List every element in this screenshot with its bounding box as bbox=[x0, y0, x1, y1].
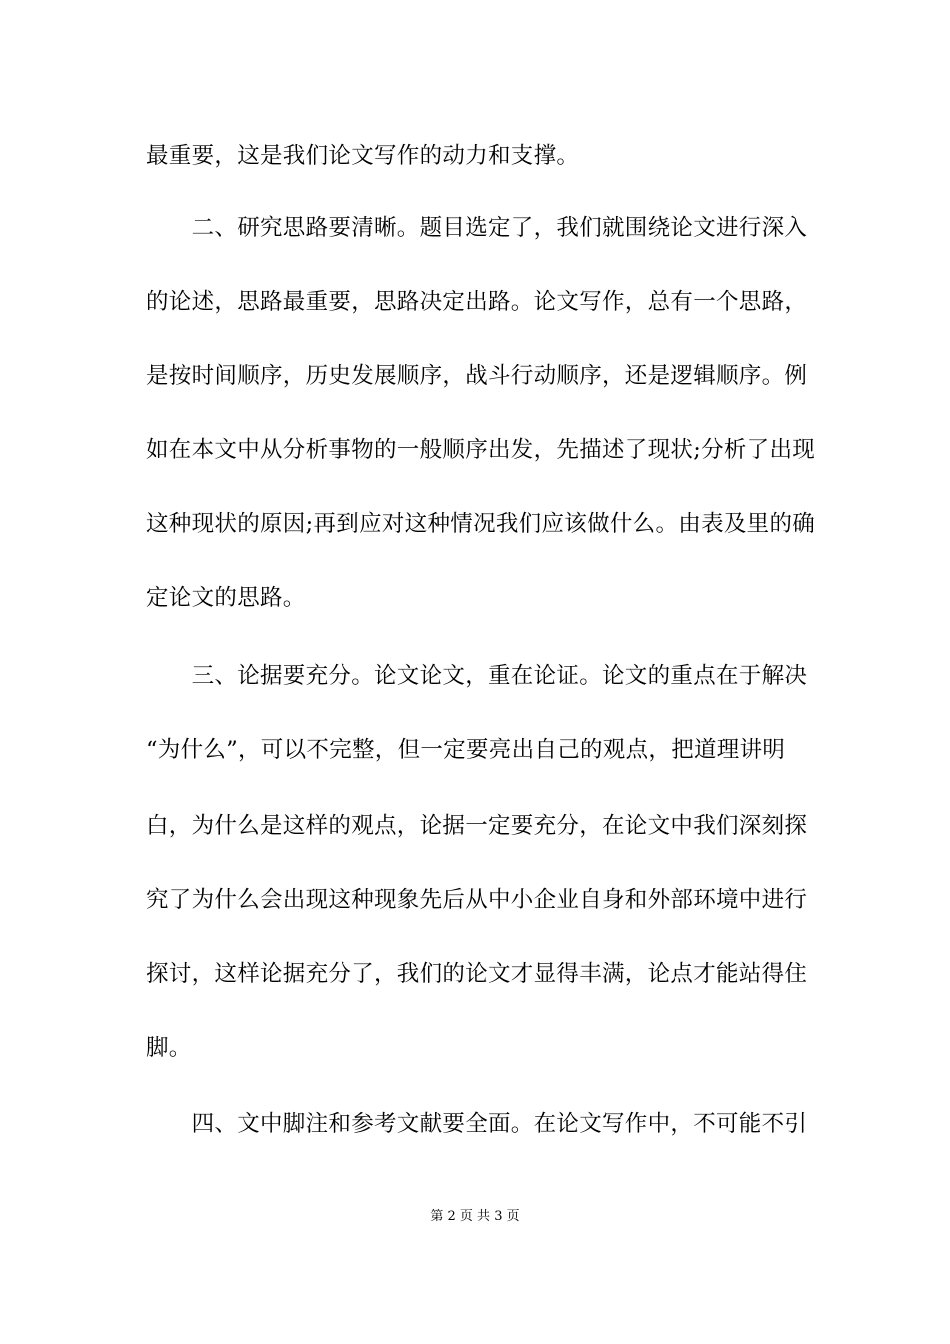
text-line: 的论述，思路最重要，思路决定出路。论文写作，总有一个思路， bbox=[146, 289, 808, 315]
text-line: 探讨，这样论据充分了，我们的论文才显得丰满，论点才能站得住 bbox=[146, 961, 808, 987]
text-line: 是按时间顺序，历史发展顺序，战斗行动顺序，还是逻辑顺序。例 bbox=[146, 363, 808, 389]
text-line: 究了为什么会出现这种现象先后从中小企业自身和外部环境中进行 bbox=[146, 887, 808, 913]
page-number: 第 2 页 共 3 页 bbox=[430, 1209, 520, 1224]
text-line: 最重要，这是我们论文写作的动力和支撑。 bbox=[146, 143, 580, 169]
text-line: “为什么”，可以不完整，但一定要亮出自己的观点，把道理讲明 bbox=[146, 737, 786, 763]
text-line: 脚。 bbox=[146, 1035, 192, 1061]
text-line: 二、研究思路要清晰。题目选定了，我们就围绕论文进行深入 bbox=[146, 215, 808, 241]
text-line: 如在本文中从分析事物的一般顺序出发，先描述了现状;分析了出现 bbox=[146, 437, 816, 463]
text-line: 三、论据要充分。论文论文，重在论证。论文的重点在于解决 bbox=[146, 663, 808, 689]
page-footer bbox=[0, 1208, 950, 1226]
text-line: 白，为什么是这样的观点，论据一定要充分，在论文中我们深刻探 bbox=[146, 813, 808, 839]
text-line: 这种现状的原因;再到应对这种情况我们应该做什么。由表及里的确 bbox=[146, 511, 816, 537]
text-line: 定论文的思路。 bbox=[146, 585, 306, 611]
text-line: 四、文中脚注和参考文献要全面。在论文写作中，不可能不引 bbox=[146, 1111, 808, 1137]
